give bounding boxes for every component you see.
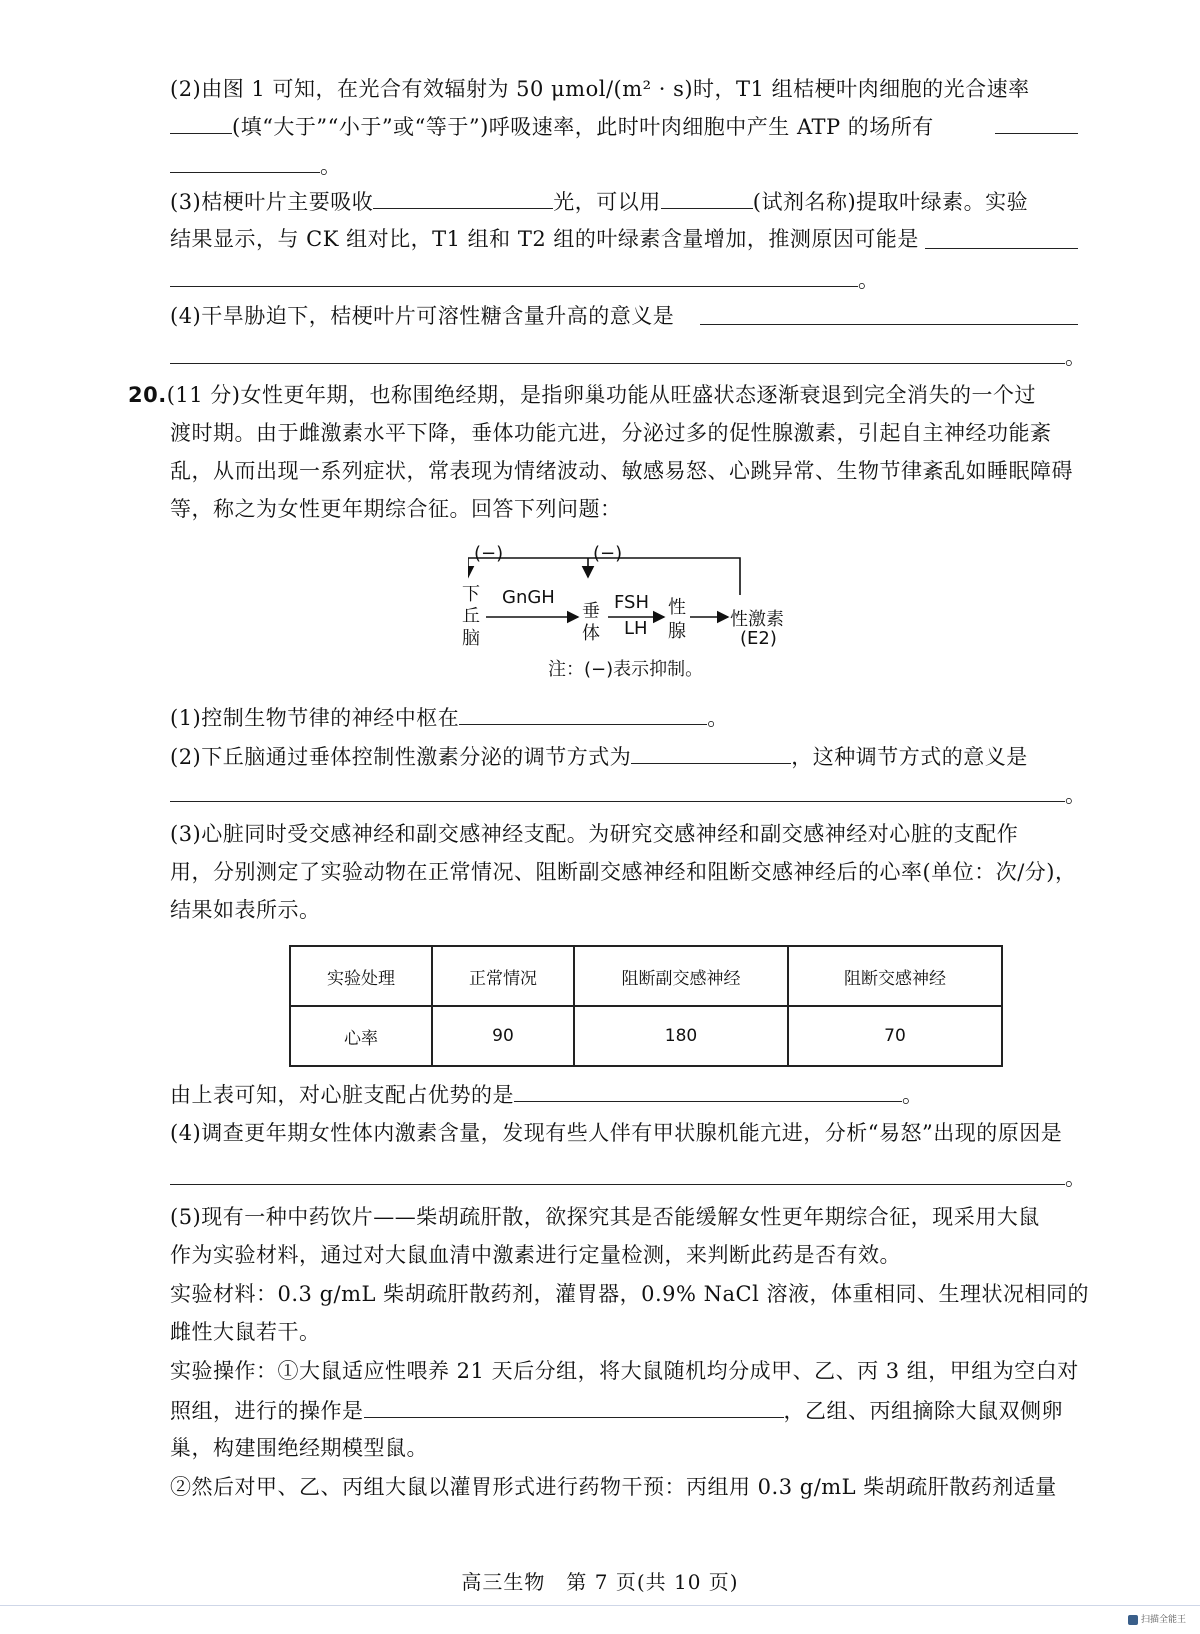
answer-blank[interactable] xyxy=(170,264,858,287)
q20-part4-line1: (4)调查更年期女性体内激素含量，发现有些人伴有甲状腺机能亢进，分析“易怒”出现的原因是 xyxy=(170,1121,1063,1145)
q20-part5-line7: 巢，构建围绝经期模型鼠。 xyxy=(170,1436,428,1460)
q19-part4-line2 xyxy=(170,341,1087,372)
node-hypothalamus-3: 脑 xyxy=(462,628,480,649)
scanner-logo-icon xyxy=(1128,1615,1138,1625)
heart-rate-table xyxy=(289,945,1003,1067)
end-mark: 。 xyxy=(1065,345,1087,369)
answer-blank[interactable] xyxy=(661,186,753,209)
q20-part2-text-b: ，这种调节方式的意义是 xyxy=(791,745,1028,769)
table-cell: 90 xyxy=(432,1006,574,1066)
answer-blank[interactable] xyxy=(170,150,320,173)
node-sex-hormone: 性激素 xyxy=(730,609,784,630)
answer-blank[interactable] xyxy=(170,341,1065,364)
q19-part2-line3 xyxy=(170,150,342,181)
q20-part5-text-f1: 照组，进行的操作是 xyxy=(170,1399,364,1423)
node-hypothalamus-1: 下 xyxy=(462,584,480,605)
node-pituitary-2: 体 xyxy=(582,623,600,644)
q20-intro-line4: 等，称之为女性更年期综合征。回答下列问题： xyxy=(170,497,622,521)
q20-part1 xyxy=(170,702,729,733)
q19-part4-line1: (4)干旱胁迫下，桔梗叶片可溶性糖含量升高的意义是 xyxy=(170,304,675,328)
arrow-label-gngh: GnGH xyxy=(502,587,555,608)
q20-intro-line3: 乱，从而出现一系列症状，常表现为情绪波动、敏感易怒、心跳异常、生物节律紊乱如睡眠障碍 xyxy=(170,459,1073,483)
q20-part3-text-d: 由上表可知，对心脏支配占优势的是 xyxy=(170,1083,514,1107)
answer-blank[interactable] xyxy=(170,1162,1065,1185)
answer-blank[interactable] xyxy=(514,1079,902,1102)
question-number: 20. xyxy=(128,383,167,407)
footer-divider xyxy=(0,1605,1200,1606)
q19-part3-line1 xyxy=(170,186,1028,217)
end-mark: 。 xyxy=(320,154,342,178)
node-gonad-2: 腺 xyxy=(668,621,686,642)
end-mark: 。 xyxy=(1065,1166,1087,1190)
end-mark: 。 xyxy=(707,706,729,730)
q19-part2-line2 xyxy=(170,111,934,142)
end-mark: 。 xyxy=(1065,783,1087,807)
table-header-row xyxy=(290,946,1002,1006)
q20-part3-line2: 用，分别测定了实验动物在正常情况、阻断副交感神经和阻断交感神经后的心率(单位：次/分)， xyxy=(170,860,1077,884)
q20-part5-text-f2: ，乙组、丙组摘除大鼠双侧卵 xyxy=(783,1399,1063,1423)
hormone-regulation-diagram xyxy=(462,543,828,700)
table-cell: 70 xyxy=(788,1006,1002,1066)
q20-intro-text: (11 分)女性更年期，也称围绝经期，是指卵巢功能从旺盛状态逐渐衰退到完全消失的一个过 xyxy=(166,383,1036,407)
q19-part3-text-c: (试剂名称)提取叶绿素。实验 xyxy=(752,190,1029,214)
q20-intro-line1 xyxy=(128,380,1036,410)
answer-blank[interactable] xyxy=(700,324,1078,325)
answer-blank[interactable] xyxy=(373,186,553,209)
q20-part5-line2: 作为实验材料，通过对大鼠血清中激素进行定量检测，来判断此药是否有效。 xyxy=(170,1243,901,1267)
diagram-note: 注：(−)表示抑制。 xyxy=(548,659,704,680)
q20-part2-line1 xyxy=(170,741,1028,772)
table-row xyxy=(290,1006,1002,1066)
q20-part5-line3: 实验材料：0.3 g/mL 柴胡疏肝散药剂，灌胃器，0.9% NaCl 溶液，体重相同、生理状况相同的 xyxy=(170,1282,1090,1306)
answer-blank[interactable] xyxy=(631,741,791,764)
node-hypothalamus-2: 丘 xyxy=(462,606,480,627)
node-pituitary-1: 垂 xyxy=(582,601,600,622)
q19-part2-text: (填“大于”“小于”或“等于”)呼吸速率，此时叶肉细胞中产生 ATP 的场所有 xyxy=(232,115,934,139)
table-cell: 180 xyxy=(574,1006,788,1066)
table-header-cell: 阻断副交感神经 xyxy=(574,946,788,1006)
q20-part3-line3: 结果如表所示。 xyxy=(170,898,321,922)
q20-part5-line6 xyxy=(170,1395,1063,1426)
arrow-label-fsh: FSH xyxy=(614,592,649,613)
q19-part3-line3 xyxy=(170,264,880,295)
q20-part4-line2 xyxy=(170,1162,1087,1193)
q19-part3-text-a: (3)桔梗叶片主要吸收 xyxy=(170,190,374,214)
q19-part3-text-b: 光，可以用 xyxy=(553,190,661,214)
answer-blank[interactable] xyxy=(170,111,232,134)
q20-part1-text: (1)控制生物节律的神经中枢在 xyxy=(170,706,460,730)
answer-blank[interactable] xyxy=(459,702,707,725)
answer-blank[interactable] xyxy=(925,248,1078,249)
table-header-cell: 实验处理 xyxy=(290,946,432,1006)
q20-part3-conclusion xyxy=(170,1079,924,1110)
q20-intro-line2: 渡时期。由于雌激素水平下降，垂体功能亢进，分泌过多的促性腺激素，引起自主神经功能紊 xyxy=(170,421,1052,445)
q20-part5-line1: (5)现有一种中药饮片——柴胡疏肝散，欲探究其是否能缓解女性更年期综合征，现采用大鼠 xyxy=(170,1205,1040,1229)
q20-part2-line2 xyxy=(170,779,1087,810)
end-mark: 。 xyxy=(858,268,880,292)
answer-blank[interactable] xyxy=(995,133,1078,134)
q20-part5-line5: 实验操作：①大鼠适应性喂养 21 天后分组，将大鼠随机均分成甲、乙、丙 3 组，甲组为空白对 xyxy=(170,1359,1079,1383)
answer-blank[interactable] xyxy=(170,779,1065,802)
node-gonad-1: 性 xyxy=(668,597,686,618)
q19-part2-line1: (2)由图 1 可知，在光合有效辐射为 50 μmol/(m² · s)时，T1 组桔梗叶肉细胞的光合速率 xyxy=(170,77,1030,101)
table-header-cell: 阻断交感神经 xyxy=(788,946,1002,1006)
watermark-text: 扫描全能王 xyxy=(1140,1615,1186,1625)
inhibition-label: (−) xyxy=(593,543,623,564)
end-mark: 。 xyxy=(902,1083,924,1107)
arrow-label-lh: LH xyxy=(624,618,648,639)
q20-part5-line4: 雌性大鼠若干。 xyxy=(170,1320,321,1344)
page-footer: 高三生物 第 7 页(共 10 页) xyxy=(461,1570,739,1594)
answer-blank[interactable] xyxy=(364,1395,784,1418)
table-cell: 心率 xyxy=(290,1006,432,1066)
q20-part2-text-a: (2)下丘脑通过垂体控制性激素分泌的调节方式为 xyxy=(170,745,632,769)
inhibition-label: (−) xyxy=(474,543,504,564)
q20-part3-line1: (3)心脏同时受交感神经和副交感神经支配。为研究交感神经和副交感神经对心脏的支配作 xyxy=(170,822,1019,846)
scanner-watermark xyxy=(1128,1612,1186,1625)
node-sex-hormone-sub: (E2) xyxy=(740,628,777,649)
q19-part3-line2: 结果显示，与 CK 组对比，T1 组和 T2 组的叶绿素含量增加，推测原因可能是 xyxy=(170,227,919,251)
q20-part5-line8: ②然后对甲、乙、丙组大鼠以灌胃形式进行药物干预：丙组用 0.3 g/mL 柴胡疏肝散药剂适量 xyxy=(170,1475,1057,1499)
table-header-cell: 正常情况 xyxy=(432,946,574,1006)
